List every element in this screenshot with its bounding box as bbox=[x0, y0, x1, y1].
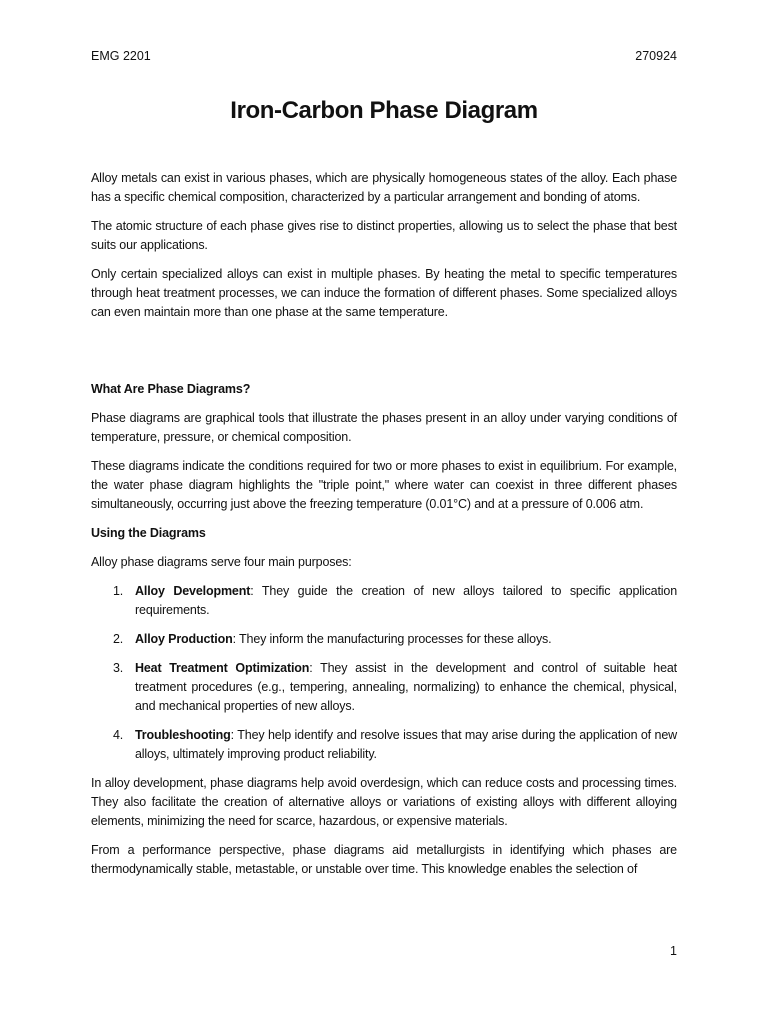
page-number: 1 bbox=[670, 944, 677, 958]
using-lead-paragraph: Alloy phase diagrams serve four main purposes: bbox=[91, 554, 352, 569]
section-heading-phase-diagrams: What Are Phase Diagrams? bbox=[91, 382, 251, 397]
intro-paragraph-2: The atomic structure of each phase gives rise to distinct properties, allowing us to select the phase that best suits our applications. bbox=[91, 219, 677, 253]
purposes-list bbox=[91, 582, 677, 764]
header-course-code: EMG 2201 bbox=[91, 49, 151, 63]
list-item bbox=[91, 630, 677, 649]
list-item-term: Alloy Production bbox=[135, 631, 233, 646]
intro-paragraph-1: Alloy metals can exist in various phases, which are physically homogeneous states of the alloy. Each phase has a specific chemical composition, characterized by a particular arrangement and bonding of atoms. bbox=[91, 171, 677, 205]
phase-diagrams-paragraph-1: Phase diagrams are graphical tools that illustrate the phases present in an alloy under varying conditions of temperature, pressure, or chemical composition. bbox=[91, 410, 677, 445]
closing-paragraph-1: In alloy development, phase diagrams help avoid overdesign, which can reduce costs and processing times. They also facilitate the creation of alternative alloys or variations of existing alloys with different alloying elements, minimizing the need for scarce, hazardous, or expensive materials. bbox=[91, 775, 677, 829]
list-item-text: : They guide the creation of new alloys tailored to specific application requirements. bbox=[135, 583, 677, 617]
list-item bbox=[91, 726, 677, 764]
list-item-term: Alloy Development bbox=[135, 583, 251, 598]
list-item-text: : They assist in the development and control of suitable heat treatment procedures (e.g., tempering, annealing, normalizing) to enhance the chemical, physical, and mechanical properties of new alloys. bbox=[135, 660, 678, 713]
list-item-number: 4. bbox=[113, 727, 124, 742]
list-item-number: 2. bbox=[113, 631, 124, 646]
closing-paragraph-2: From a performance perspective, phase diagrams aid metallurgists in identifying which phases are thermodynamically stable, metastable, or unstable over time. This knowledge enables the selection of bbox=[91, 842, 677, 877]
list-item-text: : They help identify and resolve issues that may arise during the application of new alloys, ultimately improving product reliability. bbox=[135, 727, 677, 761]
header-date-code: 270924 bbox=[635, 49, 677, 63]
section-heading-using-diagrams: Using the Diagrams bbox=[91, 526, 206, 541]
list-item-number: 3. bbox=[113, 660, 124, 675]
list-item-number: 1. bbox=[113, 583, 124, 598]
list-item-text: : They inform the manufacturing processes for these alloys. bbox=[232, 631, 552, 646]
section-spacer bbox=[91, 332, 677, 370]
page-title: Iron-Carbon Phase Diagram bbox=[230, 97, 538, 124]
list-item-term: Heat Treatment Optimization bbox=[135, 660, 310, 675]
document-body bbox=[91, 169, 677, 889]
list-item bbox=[91, 659, 677, 717]
phase-diagrams-paragraph-2: These diagrams indicate the conditions required for two or more phases to exist in equilibrium. For example, the water phase diagram highlights the "triple point," where water can coexist in three different phases simultaneously, occurring just above the freezing temperature (0.01°C) and at a pressure of 0.006 atm. bbox=[91, 458, 677, 512]
list-item bbox=[91, 582, 677, 620]
intro-paragraph-3: Only certain specialized alloys can exist in multiple phases. By heating the metal to specific temperatures through heat treatment processes, we can induce the formation of different phases. Some specialized alloys can even maintain more than one phase at the same temperature. bbox=[91, 267, 677, 320]
list-item-term: Troubleshooting bbox=[135, 727, 231, 742]
